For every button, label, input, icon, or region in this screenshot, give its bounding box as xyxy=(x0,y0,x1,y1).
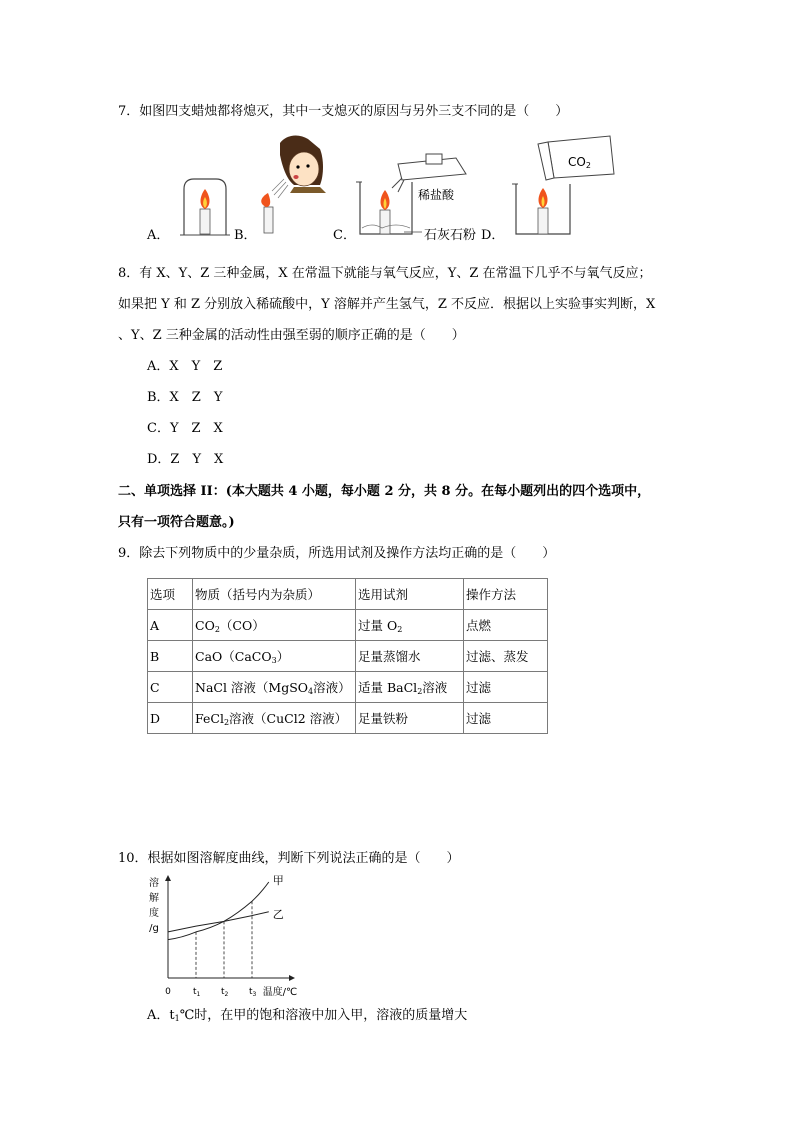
q7-stem: 7．如图四支蜡烛都将熄灭，其中一支熄灭的原因与另外三支不同的是（ ） xyxy=(118,104,569,119)
table-cell-substance: $CO_2(CO)$ xyxy=(193,610,356,641)
table-header-cell: 物质（括号内为杂质） xyxy=(193,579,356,610)
table-header-cell: 操作方法 xyxy=(464,579,548,610)
table-row xyxy=(148,672,548,703)
table-cell-option: B xyxy=(148,641,193,672)
q8-option-a: A．X Y Z xyxy=(147,359,223,374)
chart-x-tick-label: $t_2$ xyxy=(221,987,229,998)
q9-stem: 9．除去下列物质中的少量杂质，所选用试剂及操作方法均正确的是（ ） xyxy=(118,546,556,561)
table-cell-method: 过滤、蒸发 xyxy=(464,641,548,672)
q8-line-1: 8．有 X、Y、Z 三种金属，X 在常温下就能与氧气反应，Y、Z 在常温下几乎不与氧气反应； xyxy=(118,266,652,281)
chart-y-label-char: 解 xyxy=(149,893,159,904)
section-heading-line-2: 只有一项符合题意。) xyxy=(118,515,235,530)
table-header-cell: 选用试剂 xyxy=(356,579,464,610)
chart-series-label-1: 甲 xyxy=(272,874,284,887)
q9-table xyxy=(147,578,548,734)
chart-series-label-2: 乙 xyxy=(272,907,284,921)
table-cell-option: A xyxy=(148,610,193,641)
table-cell-method: 过滤 xyxy=(464,703,548,734)
table-header-row xyxy=(148,579,548,610)
section-heading-line-1: 二、单项选择 II：(本大题共 4 小题，每小题 2 分，共 8 分。在每小题列出的四个选项中， xyxy=(118,484,651,499)
q7-figure-a-covered-candle xyxy=(178,175,232,237)
q7-option-c-label: C． xyxy=(333,228,356,243)
chart-y-label-char: 溶 xyxy=(149,878,159,889)
q8-option-d: D．Z Y X xyxy=(147,452,224,467)
q7-option-a-label: A． xyxy=(147,228,170,243)
chart-x-axis-label: 温度/℃ xyxy=(262,987,298,998)
table-row xyxy=(148,610,548,641)
table-cell-reagent: 适量 BaCl$_2$溶液 xyxy=(356,672,464,703)
q7-figure-b-blowing-candle xyxy=(250,135,330,237)
table-cell-option: C xyxy=(148,672,193,703)
table-header-cell: 选项 xyxy=(148,579,193,610)
q8-line-2: 如果把 Y 和 Z 分别放入稀硫酸中，Y 溶解并产生氢气，Z 不反应．根据以上实验事实判断，X xyxy=(118,297,656,312)
table-cell-method: 点燃 xyxy=(464,610,548,641)
chart-y-label-char: 度 xyxy=(149,908,159,919)
chart-x-tick-label: $t_3$ xyxy=(249,987,257,998)
q8-option-b: B．X Z Y xyxy=(147,390,223,405)
table-cell-reagent: 过量 $O_2$ xyxy=(356,610,464,641)
q7-d-co2-label: $CO_2$ xyxy=(568,155,591,170)
table-cell-substance: FeCl$_2$溶液（CuCl2 溶液） xyxy=(193,703,356,734)
chart-y-label-char: /g xyxy=(149,923,159,934)
q10-solubility-chart xyxy=(140,872,310,1002)
q7-c-powder-label: 石灰石粉 xyxy=(424,228,477,243)
q8-line-3: 、Y、Z 三种金属的活动性由强至弱的顺序正确的是（ ） xyxy=(118,328,465,343)
q7-option-b-label: B． xyxy=(234,228,257,243)
table-cell-substance: CaO（CaCO$_3$） xyxy=(193,641,356,672)
table-cell-reagent: 足量铁粉 xyxy=(356,703,464,734)
table-row xyxy=(148,703,548,734)
q8-option-c: C．Y Z X xyxy=(147,421,223,436)
q10-option-a: A．$t_1℃$时，在甲的饱和溶液中加入甲，溶液的质量增大 xyxy=(147,1008,468,1023)
chart-x-tick-label: $t_1$ xyxy=(193,987,201,998)
table-cell-method: 过滤 xyxy=(464,672,548,703)
chart-origin-label: 0 xyxy=(165,987,171,997)
q7-figure-d-pouring-co2 xyxy=(508,134,620,240)
q10-stem: 10．根据如图溶解度曲线，判断下列说法正确的是（ ） xyxy=(118,851,460,866)
q7-c-acid-label: 稀盐酸 xyxy=(418,188,455,202)
chart-series-line-2 xyxy=(168,912,269,932)
table-cell-option: D xyxy=(148,703,193,734)
chart-series-line-1 xyxy=(168,882,269,940)
q7-option-d-label: D． xyxy=(481,228,505,243)
table-cell-substance: NaCl 溶液（MgSO$_4$溶液） xyxy=(193,672,356,703)
table-cell-reagent: 足量蒸馏水 xyxy=(356,641,464,672)
table-row xyxy=(148,641,548,672)
